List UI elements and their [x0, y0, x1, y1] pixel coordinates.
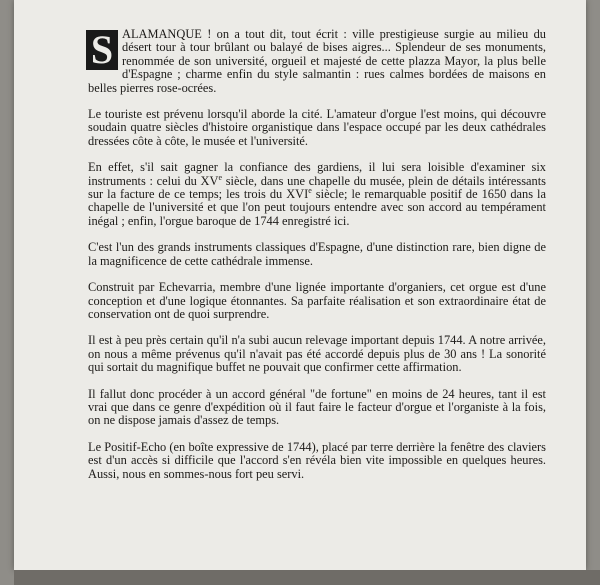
- paragraph-1: [88, 28, 546, 95]
- table-surface: [14, 570, 600, 585]
- paragraph-8: Le Positif-Echo (en boîte expressive de 1744), placé par terre derrière la fenêtre des claviers est d'un accès si difficile que l'accord s'en révéla bien vite impossible en quelques heures. Aussi, nous en sommes-nous fort peu servi.: [88, 439, 546, 481]
- paragraph-7: Il fallut donc procéder à un accord général "de fortune" en moins de 24 heures, tant il est vrai que dans ce genre d'expédition où il faut faire le facteur d'orgue et l'organiste à la fois, on ne dispose jamais d'assez de temps.: [88, 386, 546, 428]
- dropcap-letter: S: [86, 30, 118, 70]
- superscript-e-2: e: [308, 185, 312, 195]
- superscript-e-1: e: [218, 172, 223, 182]
- paragraph-3: [88, 161, 546, 228]
- article-body: [88, 28, 546, 494]
- paragraph-3-part-b: siècle, dans une chapelle du musée, plein de détails intéressants sur la facture de ce temps; les trois du XVI: [88, 173, 546, 202]
- paragraph-1-text: ALAMANQUE ! on a tout dit, tout écrit : ville prestigieuse surgie au milieu du désert tour à tour brûlant ou balayé de bises aigres... Splendeur de ses monuments, renommée de son université, orgueil et majesté de cette plazza Mayor, la plus belle d'Espagne ; charme enfin du style salmantin : rues calmes bordées de maisons en belles pierres rose-ocrées.: [88, 27, 546, 95]
- paragraph-3-part-c: siècle; le remarquable positif de 1650 dans la chapelle de l'université et que l'on peut toujours entendre avec son accord au tempérament inégal ; enfin, l'orgue baroque de 1744 enregistré ici.: [88, 187, 546, 228]
- paragraph-4: C'est l'un des grands instruments classiques d'Espagne, d'une distinction rare, bien digne de la magnificence de cette cathédrale immense.: [88, 240, 546, 268]
- paragraph-3-part-a: En effet, s'il sait gagner la confiance des gardiens, il lui sera loisible d'examiner six instruments : celui du XV: [88, 160, 546, 188]
- paragraph-6: Il est à peu près certain qu'il n'a subi aucun relevage important depuis 1744. A notre arrivée, on nous a même prévenus qu'il n'avait pas été accordé depuis plus de 30 ans ! La sonorité qui sortait du magnifique buffet ne pouvait que confirmer cette affirmation.: [88, 333, 546, 375]
- paragraph-2: Le touriste est prévenu lorsqu'il aborde la cité. L'amateur d'orgue l'est moins, qui découvre soudain quatre siècles d'histoire organistique dans l'espace occupé par les deux cathédrales dressées côte à côte, le musée et l'université.: [88, 107, 546, 148]
- paragraph-5: Construit par Echevarria, membre d'une lignée importante d'organiers, cet orgue est d'une conception et d'une logique étonnantes. Sa parfaite réalisation et son extraordinaire état de conservation ont de quoi surprendre.: [88, 280, 546, 321]
- paper-page: [14, 0, 586, 570]
